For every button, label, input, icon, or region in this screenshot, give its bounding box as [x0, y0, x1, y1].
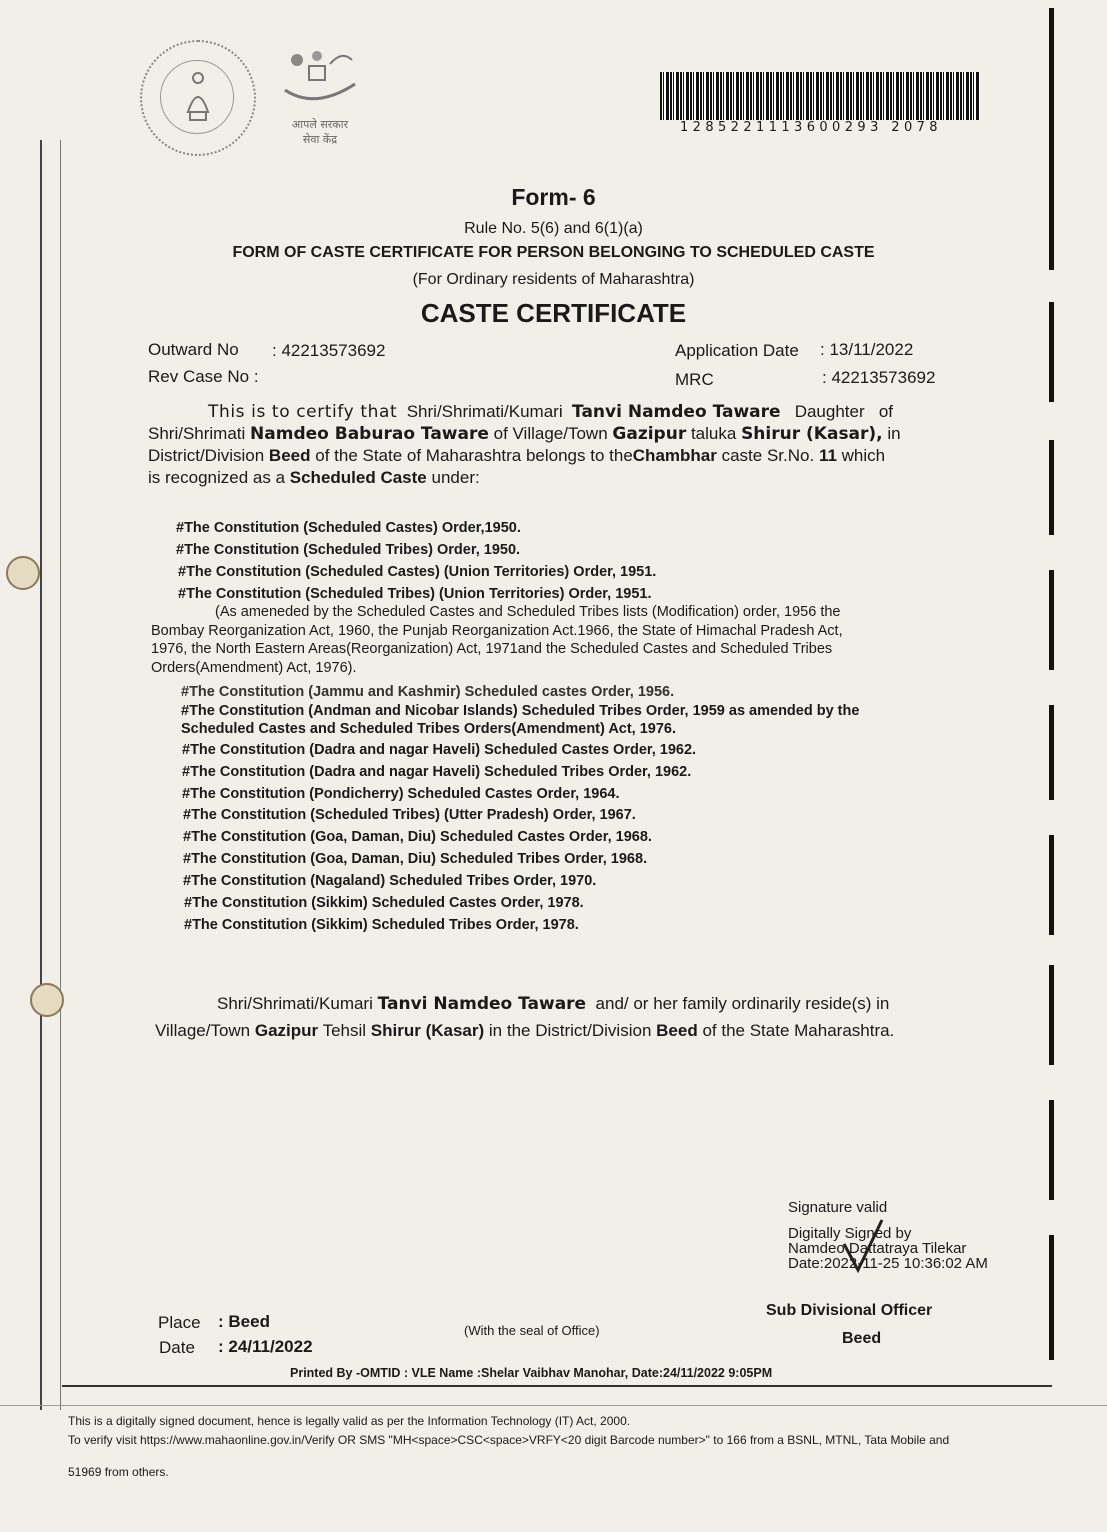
- signature-check-icon: [838, 1216, 888, 1278]
- residents-note: (For Ordinary residents of Maharashtra): [412, 271, 695, 288]
- punch-hole: [6, 556, 40, 590]
- order-item: #The Constitution (Dadra and nagar Haveli) Scheduled Castes Order, 1962.: [182, 742, 697, 758]
- form-title: Form- 6: [511, 184, 596, 210]
- punch-hole: [30, 983, 64, 1017]
- outward-label: Outward No: [148, 340, 239, 359]
- footer-legal-note: This is a digitally signed document, hence is legally valid as per the Information Technology (IT) Act, 2000.: [68, 1414, 631, 1428]
- barcode-number: 1285221113600293 2078: [680, 120, 942, 135]
- footer-verify-note: To verify visit https://www.mahaonline.gov.in/Verify OR SMS "MH<space>CSC<space>VRFY<20 digit Barcode number>" to 166 from a BSNL, MTNL, Tata Mobile and: [68, 1433, 950, 1447]
- order-item: #The Constitution (Jammu and Kashmir) Scheduled castes Order, 1956.: [181, 684, 675, 700]
- office-title: Sub Divisional Officer: [766, 1302, 933, 1319]
- order-item: #The Constitution (Scheduled Tribes) Order, 1950.: [176, 542, 521, 558]
- order-item: Scheduled Castes and Scheduled Tribes Orders(Amendment) Act, 1976.: [181, 721, 677, 737]
- order-item: #The Constitution (Scheduled Tribes) (Utter Pradesh) Order, 1967.: [183, 807, 636, 823]
- form-heading: FORM OF CASTE CERTIFICATE FOR PERSON BELONGING TO SCHEDULED CASTE: [232, 244, 875, 261]
- footer-divider: [0, 1405, 1107, 1406]
- father-name: Namdeo Baburao Taware: [250, 424, 489, 444]
- scan-border-left-inner: [60, 140, 61, 1410]
- signer-name: Namdeo Dattatraya Tilekar: [788, 1240, 967, 1257]
- scan-edge-mark: [1049, 1235, 1054, 1360]
- date-value: : 24/11/2022: [218, 1337, 313, 1356]
- scan-edge-mark: [1049, 965, 1054, 1065]
- scan-edge-mark: [1049, 835, 1054, 935]
- aaple-sarkar-logo: [275, 42, 365, 152]
- amendment-note: (As ameneded by the Scheduled Castes and Scheduled Tribes lists (Modification) order, 1956 the Bombay Reorganization Act, 1960, the Punjab Reorganization Act.1966, the State of Himachal Pradesh Act, 1976, the North Eastern Areas(Reorganization) Act, 1971and the Scheduled Castes and Scheduled Tribes Orders(Amendment) Act, 1976).: [151, 604, 843, 676]
- order-item: #The Constitution (Sikkim) Scheduled Tribes Order, 1978.: [184, 917, 579, 933]
- signature-date: Date:2022-11-25 10:36:02 AM: [788, 1255, 988, 1272]
- mrc-value: : 42213573692: [822, 368, 936, 387]
- scan-edge-mark: [1049, 440, 1054, 535]
- order-item: #The Constitution (Nagaland) Scheduled Tribes Order, 1970.: [183, 873, 597, 889]
- order-item: #The Constitution (Goa, Daman, Diu) Scheduled Castes Order, 1968.: [183, 829, 652, 845]
- signature-valid: Signature valid: [788, 1199, 888, 1216]
- scan-border-left: [40, 140, 42, 1410]
- scan-border-bottom: [62, 1385, 1052, 1387]
- mrc-label: MRC: [675, 370, 714, 389]
- outward-value: : 42213573692: [272, 341, 386, 360]
- order-item: #The Constitution (Scheduled Castes) Order,1950.: [176, 520, 521, 536]
- rule-number: Rule No. 5(6) and 6(1)(a): [464, 220, 643, 237]
- seal-note: (With the seal of Office): [464, 1323, 600, 1338]
- certificate-title: CASTE CERTIFICATE: [420, 298, 687, 328]
- reside-line-2: Village/Town Gazipur Tehsil Shirur (Kasar) in the District/Division Beed of the State Maharashtra.: [155, 1021, 895, 1040]
- place-value: : Beed: [218, 1312, 270, 1331]
- order-item: #The Constitution (Goa, Daman, Diu) Scheduled Tribes Order, 1968.: [183, 851, 648, 867]
- scan-edge-mark: [1049, 705, 1054, 800]
- order-item: #The Constitution (Andman and Nicobar Islands) Scheduled Tribes Order, 1959 as amended by the: [181, 703, 860, 719]
- reside-line-1: Shri/Shrimati/Kumari Tanvi Namdeo Taware and/ or her family ordinarily reside(s) in: [217, 994, 890, 1014]
- applicant-name: Tanvi Namdeo Taware: [572, 402, 781, 422]
- application-date-value: : 13/11/2022: [820, 340, 914, 359]
- logo-caption-2: सेवा केंद्र: [302, 133, 338, 146]
- certify-line-4: is recognized as a Scheduled Caste under:: [148, 468, 480, 487]
- order-item: #The Constitution (Dadra and nagar Haveli) Scheduled Tribes Order, 1962.: [182, 764, 692, 780]
- logo-caption-1: आपले सरकार: [291, 118, 349, 131]
- certify-line-2: Shri/Shrimati Namdeo Baburao Taware of Village/Town Gazipur taluka Shirur (Kasar), in: [148, 424, 901, 444]
- scan-edge-mark: [1049, 570, 1054, 670]
- footer-verify-note-cont: 51969 from others.: [68, 1465, 169, 1479]
- office-place: Beed: [842, 1330, 882, 1347]
- certify-line-3: District/Division Beed of the State of Maharashtra belongs to theChambhar caste Sr.No. 11 which: [148, 446, 886, 465]
- caste-category: Scheduled Caste: [289, 468, 427, 487]
- order-item: #The Constitution (Scheduled Tribes) (Union Territories) Order, 1951.: [178, 586, 652, 602]
- order-item: #The Constitution (Pondicherry) Scheduled Castes Order, 1964.: [182, 786, 620, 802]
- maharashtra-seal-logo: [140, 40, 256, 156]
- signed-by: Digitally Signed by: [788, 1225, 912, 1242]
- printed-by: Printed By -OMTID : VLE Name :Shelar Vaibhav Manohar, Date:24/11/2022 9:05PM: [290, 1366, 773, 1380]
- order-item: #The Constitution (Sikkim) Scheduled Castes Order, 1978.: [184, 895, 584, 911]
- rev-case-label: Rev Case No :: [148, 367, 259, 386]
- scan-edge-mark: [1049, 1100, 1054, 1200]
- barcode: [660, 72, 980, 120]
- caste-name: Chambhar: [632, 446, 717, 465]
- order-item: #The Constitution (Scheduled Castes) (Union Territories) Order, 1951.: [178, 564, 657, 580]
- date-label: Date: [159, 1338, 195, 1357]
- application-date-label: Application Date: [675, 341, 799, 360]
- certify-line-1: This is to certify that Shri/Shrimati/Kumari Tanvi Namdeo Taware Daughter of: [208, 402, 893, 422]
- place-label: Place: [158, 1313, 201, 1332]
